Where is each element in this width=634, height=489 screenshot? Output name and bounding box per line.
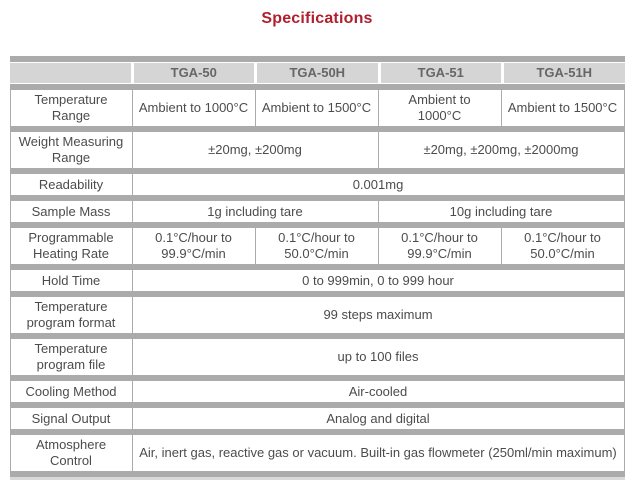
column-header-tga-50: TGA-50	[134, 63, 255, 83]
table-row-temperature-range	[10, 90, 625, 126]
row-label: Readability	[38, 176, 104, 192]
spec-cell: 0.1°C/hour to 99.9°C/min	[378, 228, 501, 264]
table-row-programmable-heating-rate	[10, 228, 625, 264]
spec-cell: Air-cooled	[132, 381, 624, 402]
spec-cell: 0.1°C/hour to 50.0°C/min	[255, 228, 378, 264]
spec-cell: ±20mg, ±200mg	[132, 132, 378, 168]
spec-cell: 1g including tare	[132, 201, 378, 222]
spec-cell: Air, inert gas, reactive gas or vacuum. Built-in gas flowmeter (250ml/min maximum)	[132, 435, 624, 471]
spec-cell: Analog and digital	[132, 408, 624, 429]
row-label: Temperature program file	[34, 341, 108, 372]
column-header-blank	[10, 63, 131, 83]
table-row-hold-time	[10, 270, 625, 291]
row-label: Cooling Method	[25, 383, 117, 399]
row-label: Sample Mass	[31, 203, 111, 219]
spec-cell: 0.1°C/hour to 99.9°C/min	[132, 228, 255, 264]
column-header-tga-51h: TGA-51H	[504, 63, 625, 83]
spec-cell: 0 to 999min, 0 to 999 hour	[132, 270, 624, 291]
page-title: Specifications	[261, 10, 373, 27]
table-row-temperature-program-file	[10, 339, 625, 375]
spec-cell: Ambient to 1500°C	[255, 90, 378, 126]
column-header-tga-51: TGA-51	[381, 63, 502, 83]
table-row-signal-output	[10, 408, 625, 429]
spec-cell	[378, 90, 501, 126]
spec-cell: 10g including tare	[378, 201, 624, 222]
row-label: Atmosphere Control	[35, 437, 107, 468]
row-label: Hold Time	[41, 272, 101, 288]
spec-cell: Ambient to 1500°C	[501, 90, 624, 126]
spec-cell: up to 100 files	[132, 339, 624, 375]
table-row-temperature-program-format	[10, 297, 625, 333]
table-row-weight-measuring-range	[10, 132, 625, 168]
spec-cell: Ambient to 1000°C	[132, 90, 255, 126]
separator-strip	[10, 56, 625, 62]
spec-cell: 0.1°C/hour to 50.0°C/min	[501, 228, 624, 264]
table-row-atmosphere-control	[10, 435, 625, 471]
row-label: Temperature Range	[34, 92, 108, 123]
spec-cell: 99 steps maximum	[132, 297, 624, 333]
spec-cell: ±20mg, ±200mg, ±2000mg	[378, 132, 624, 168]
specifications-table	[10, 56, 625, 480]
separator-strip-light	[10, 477, 625, 480]
column-header-tga-50h: TGA-50H	[257, 63, 378, 83]
row-label: Programmable Heating Rate	[28, 230, 114, 261]
spec-cell: 0.001mg	[132, 174, 624, 195]
table-header-row	[10, 63, 625, 83]
table-row-readability	[10, 174, 625, 195]
row-label: Temperature program format	[26, 299, 116, 330]
row-label: Weight Measuring Range	[18, 134, 124, 165]
row-label: Signal Output	[31, 410, 111, 426]
spec-cell-text: Ambient to 1000°C	[408, 92, 471, 123]
table-row-cooling-method	[10, 381, 625, 402]
table-row-sample-mass	[10, 201, 625, 222]
